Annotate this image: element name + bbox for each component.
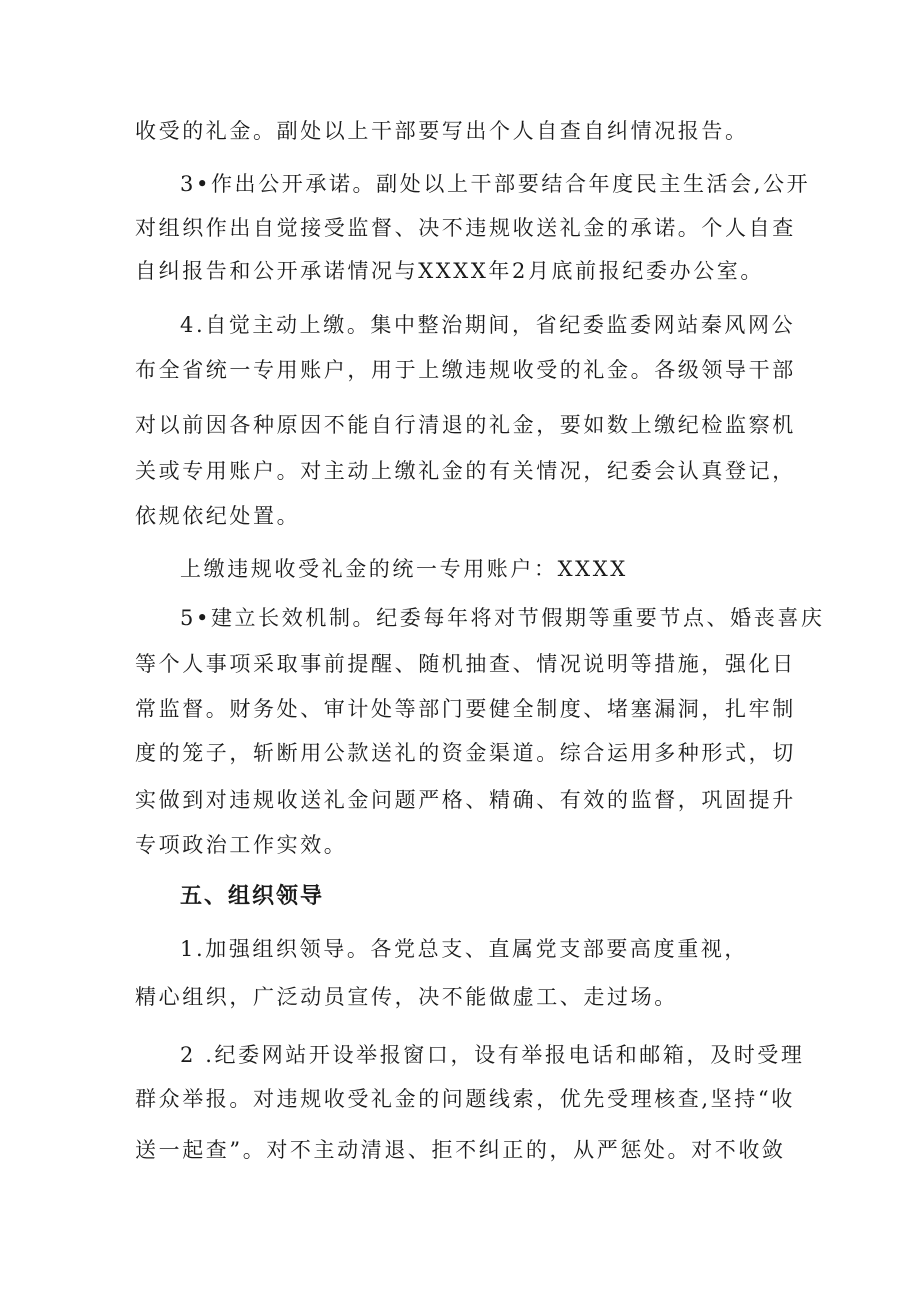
paragraph-line: 专项政治工作实效。	[135, 833, 348, 857]
paragraph-line: 群众举报。对违规收受礼金的问题线索，优先受理核查,坚持“收	[135, 1087, 795, 1111]
paragraph-line: 4.自觉主动上缴。集中整治期间，省纪委监委网站秦风网公	[180, 313, 796, 337]
paragraph-line: 收受的礼金。副处以上干部要写出个人自查自纠情况报告。	[135, 119, 749, 143]
paragraph-line: 送一起查”。对不主动清退、拒不纠正的，从严惩处。对不收敛	[135, 1138, 786, 1162]
paragraph-line: 度的笼子，斩断用公款送礼的资金渠道。综合运用多种形式，切	[135, 741, 796, 765]
paragraph-line: 依规依纪处置。	[135, 504, 301, 528]
paragraph-line: 布全省统一专用账户，用于上缴违规收受的礼金。各级领导干部	[135, 358, 796, 382]
account-line: 上缴违规收受礼金的统一专用账户：XXXX	[180, 557, 628, 581]
paragraph-line: 常监督。财务处、审计处等部门要健全制度、堵塞漏洞，扎牢制	[135, 697, 796, 721]
paragraph-line: 自纠报告和公开承诺情况与XXXX年2月底前报纪委办公室。	[135, 259, 764, 283]
section-heading: 五、组织领导	[180, 884, 325, 909]
paragraph-line: 实做到对违规收送礼金问题严格、精确、有效的监督，巩固提升	[135, 788, 796, 812]
paragraph-line: 关或专用账户。对主动上缴礼金的有关情况，纪委会认真登记，	[135, 459, 796, 483]
paragraph-line: 1.加强组织领导。各党总支、直属党支部要高度重视，	[180, 937, 749, 961]
paragraph-line: 等个人事项采取事前提醒、随机抽查、情况说明等措施，强化日	[135, 652, 796, 676]
paragraph-line: 精心组织，广泛动员宣传，决不能做虚工、走过场。	[135, 985, 678, 1009]
paragraph-line: 5•建立长效机制。纪委每年将对节假期等重要节点、婚丧喜庆	[180, 606, 825, 630]
paragraph-line: 2 .纪委网站开设举报窗口，设有举报电话和邮箱，及时受理	[180, 1043, 805, 1067]
paragraph-line: 3•作出公开承诺。副处以上干部要结合年度民主生活会,公开	[180, 172, 811, 196]
paragraph-line: 对组织作出自觉接受监督、决不违规收送礼金的承诺。个人自查	[135, 216, 796, 240]
paragraph-line: 对以前因各种原因不能自行清退的礼金，要如数上缴纪检监察机	[135, 413, 796, 437]
